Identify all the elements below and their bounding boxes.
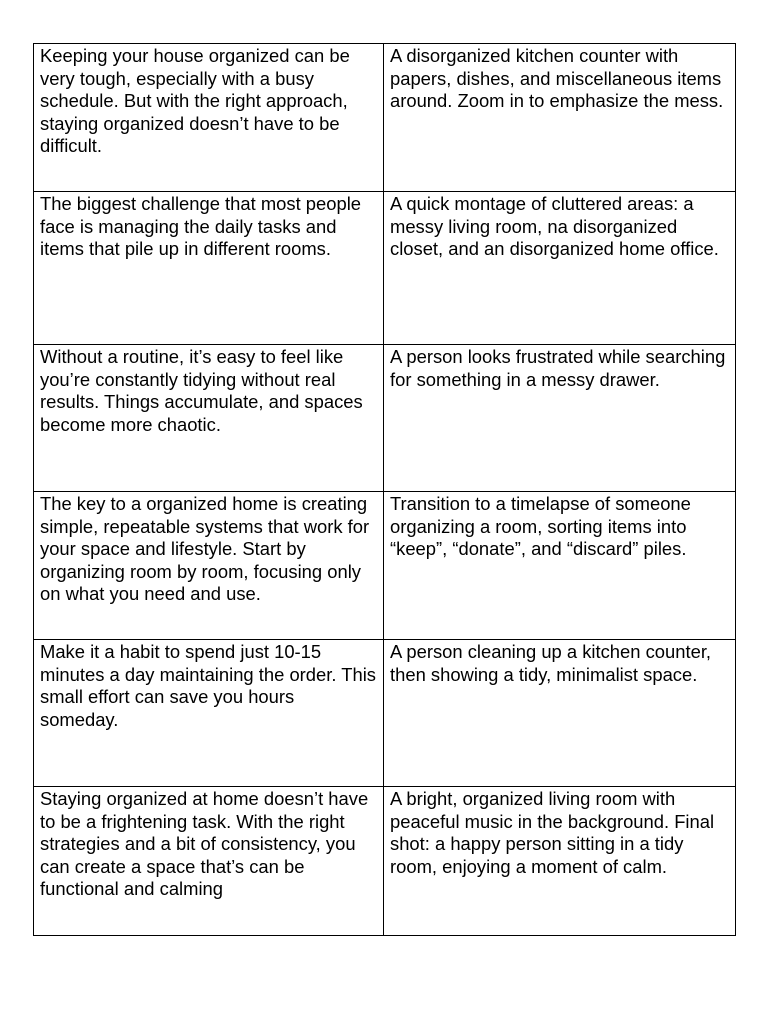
table-row bbox=[34, 345, 736, 492]
narration-cell bbox=[34, 44, 384, 192]
narration-text: The key to a organized home is creating simple, repeatable systems that work for your space and lifestyle. Start by organizing room by room, focusing only on what you need and use. bbox=[40, 493, 370, 605]
narration-text: Make it a habit to spend just 10-15 minutes a day maintaining the order. This small effort can save you hours someday. bbox=[40, 641, 376, 730]
narration-cell bbox=[34, 787, 384, 936]
narration-text: Keeping your house organized can be very tough, especially with a busy schedule. But with the right approach, staying organized doesn’t have to be difficult. bbox=[40, 45, 350, 157]
narration-text: The biggest challenge that most people face is managing the daily tasks and items that pile up in different rooms. bbox=[40, 193, 362, 260]
narration-cell bbox=[34, 492, 384, 640]
narration-text: Without a routine, it’s easy to feel like you’re constantly tidying without real results. Things accumulate, and spaces become more chaotic. bbox=[40, 346, 363, 435]
table-row bbox=[34, 787, 736, 936]
script-table bbox=[33, 43, 736, 936]
table-row bbox=[34, 492, 736, 640]
visual-cell bbox=[384, 787, 736, 936]
narration-cell bbox=[34, 640, 384, 787]
visual-cell bbox=[384, 44, 736, 192]
visual-text: A person cleaning up a kitchen counter, then showing a tidy, minimalist space. bbox=[390, 641, 712, 685]
visual-cell bbox=[384, 345, 736, 492]
visual-text: Transition to a timelapse of someone organizing a room, sorting items into “keep”, “donate”, and “discard” piles. bbox=[390, 493, 691, 560]
narration-cell bbox=[34, 192, 384, 345]
visual-text: A disorganized kitchen counter with papers, dishes, and miscellaneous items around. Zoom in to emphasize the mess. bbox=[390, 45, 724, 112]
table-row bbox=[34, 640, 736, 787]
visual-cell bbox=[384, 492, 736, 640]
visual-text: A bright, organized living room with peaceful music in the background. Final shot: a happy person sitting in a tidy room, enjoying a moment of calm. bbox=[390, 788, 715, 877]
visual-cell bbox=[384, 640, 736, 787]
visual-text: A person looks frustrated while searching for something in a messy drawer. bbox=[390, 346, 726, 390]
table-row bbox=[34, 44, 736, 192]
narration-cell bbox=[34, 345, 384, 492]
narration-text: Staying organized at home doesn’t have to be a frightening task. With the right strategies and a bit of consistency, you can create a space that’s can be functional and calming bbox=[40, 788, 369, 900]
table-row bbox=[34, 192, 736, 345]
visual-cell bbox=[384, 192, 736, 345]
visual-text: A quick montage of cluttered areas: a messy living room, na disorganized closet, and an disorganized home office. bbox=[390, 193, 719, 260]
